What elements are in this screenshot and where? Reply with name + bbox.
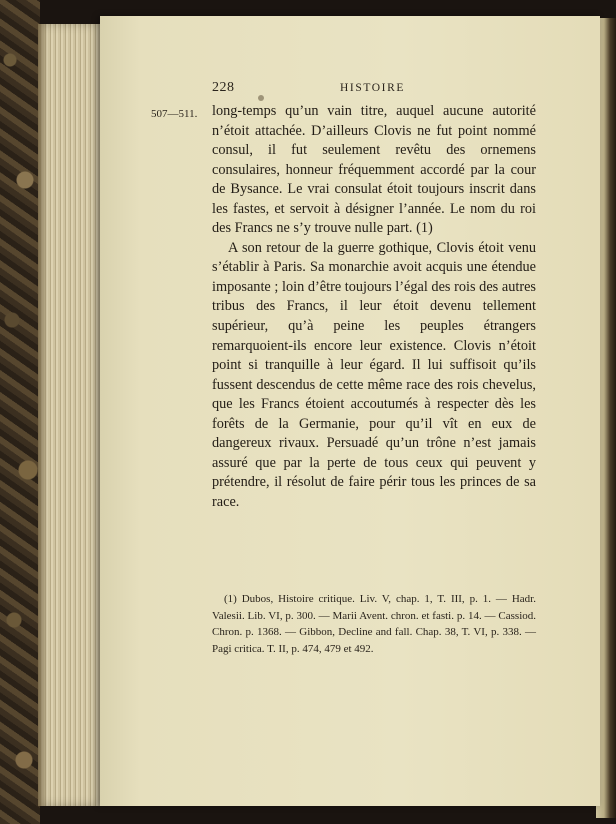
- marbled-cover: [0, 0, 40, 824]
- page-header: [212, 80, 536, 100]
- margin-date: 507—511.: [151, 108, 198, 120]
- footnote: [212, 591, 536, 657]
- main-text: [212, 102, 536, 512]
- paragraph-2: A son retour de la guerre gothique, Clovis étoit venu s’établir à Paris. Sa monarchie avoit acquis une étendue imposante ; loin d’être toujours l’égal des rois des autres tribus des Francs, il leur étoit devenu tellement supérieur, qu’à peine les peuples étrangers remarquoient-ils encore leur existence. Clovis n’étoit point si tranquille à leur égard. Il lui suffisoit qu’ils fussent descendus de cette même race des rois chevelus, que les Francs étoient accoutumés à respecter dès les forêts de la Germanie, pour qu’il vît en eux de dangereux rivaux. Persuadé qu’un trône n’est jamais assuré que par la perte de tous ceux qui peuvent y prétendre, il résolut de faire périr tous les princes de sa race.: [212, 239, 536, 510]
- footnote-text: (1) Dubos, Histoire critique. Liv. V, chap. 1, T. III, p. 1. — Hadr. Valesii. Lib. VI, p. 300. — Marii Avent. chron. et fasti. p. 14. — Cassiod. Chron. p. 1368. — Gibbon, Decline and fall. Chap. 38, T. VI, p. 338. — Pagi critica. T. II, p. 474, 479 et 492.: [212, 593, 536, 655]
- running-head: HISTOIRE: [340, 82, 405, 94]
- page-number: 228: [212, 80, 235, 95]
- paragraph-1: long-temps qu’un vain titre, auquel aucune autorité n’étoit attachée. D’ailleurs Clovis ne fut point nommé consul, il fut seulement revêtu des ornemens consulaires, honneur fréquemment accordé par la cour de Bysance. Le vrai consulat étoit toujours inscrit dans les fastes, et servoit à désigner l’année. Le nom du roi des Francs ne s’y trouve nulle part. (1): [212, 103, 536, 237]
- page-edges: [38, 24, 104, 806]
